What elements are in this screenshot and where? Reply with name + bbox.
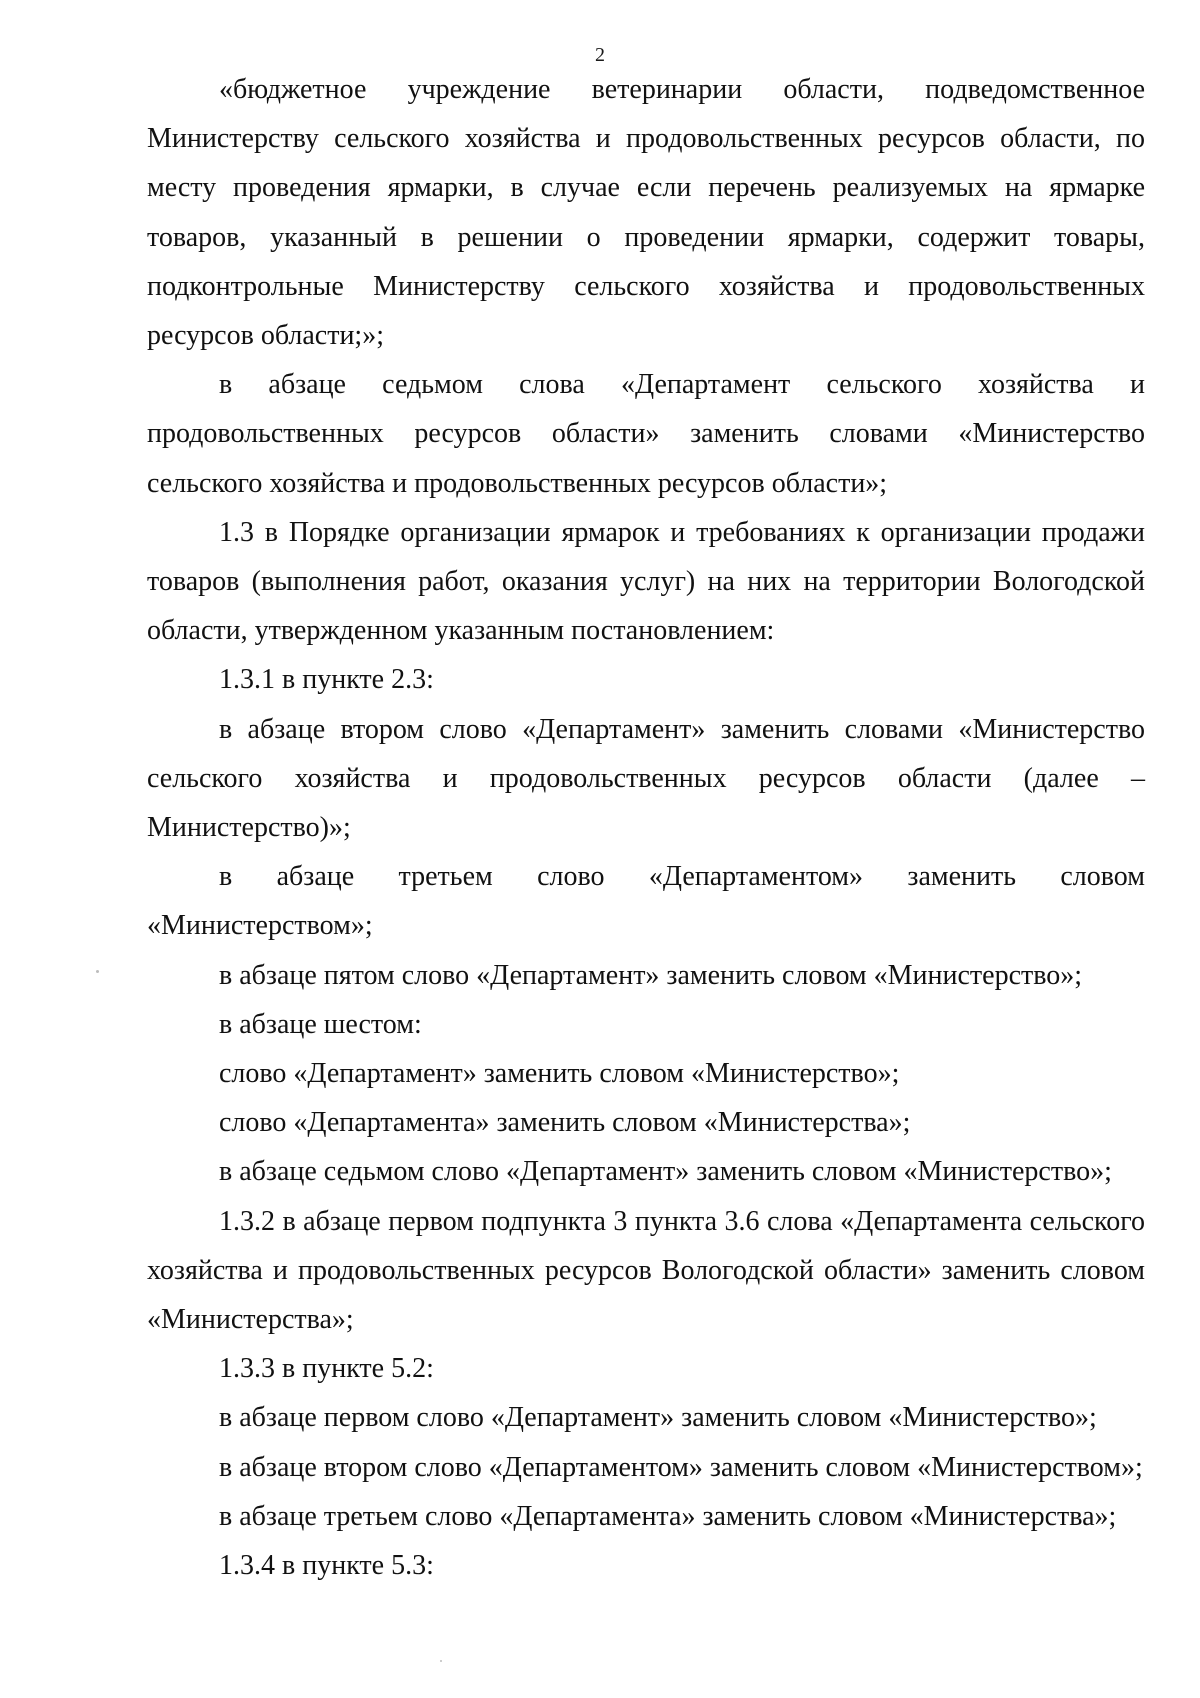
paragraph: слово «Департамент» заменить словом «Министерство»;	[219, 1058, 900, 1090]
paragraph: в абзаце втором слово «Департаментом» заменить словом «Министерством»;	[219, 1451, 1143, 1483]
paragraph: в абзаце седьмом слова «Департамент сельского хозяйства и продовольственных ресурсов области» заменить словами «Министерство сельского хозяйства и продовольственных ресурсов области»;	[147, 369, 1145, 499]
page-number: 2	[595, 44, 605, 66]
paragraph: в абзаце третьем слово «Департамента» заменить словом «Министерства»;	[219, 1500, 1117, 1532]
paragraph: слово «Департамента» заменить словом «Министерства»;	[219, 1107, 911, 1139]
paragraph: 1.3 в Порядке организации ярмарок и требованиях к организации продажи товаров (выполнения работ, оказания услуг) на них на территории Вологодской области, утвержденном указанным постановлением:	[147, 516, 1145, 647]
paragraph: в абзаце шестом:	[219, 1008, 422, 1040]
paragraph: 1.3.4 в пункте 5.3:	[219, 1550, 434, 1582]
document-text	[147, 65, 1145, 1590]
paragraph: 1.3.2 в абзаце первом подпункта 3 пункта 3.6 слова «Департамента сельского хозяйства и продовольственных ресурсов Вологодской области» заменить словом «Министерства»;	[147, 1205, 1145, 1336]
scan-speck	[440, 1660, 442, 1662]
paragraph: «бюджетное учреждение ветеринарии области, подведомственное Министерству сельского хозяйства и продовольственных ресурсов области, по месту проведения ярмарки, в случае если перечень реализуемых на ярмарке товаров, указанный в решении о проведении ярмарки, содержит товары, подконтрольные Министерству сельского хозяйства и продовольственных ресурсов области;»;	[147, 74, 1145, 352]
paragraph: 1.3.1 в пункте 2.3:	[219, 664, 434, 696]
paragraph: в абзаце седьмом слово «Департамент» заменить словом «Министерство»;	[219, 1156, 1112, 1188]
paragraph: в абзаце втором слово «Департамент» заменить словами «Министерство сельского хозяйства и продовольственных ресурсов области (далее – Министерство)»;	[147, 713, 1145, 844]
paragraph: 1.3.3 в пункте 5.2:	[219, 1353, 434, 1385]
paragraph: в абзаце первом слово «Департамент» заменить словом «Министерство»;	[219, 1402, 1097, 1434]
paragraph: в абзаце пятом слово «Департамент» заменить словом «Министерство»;	[219, 959, 1083, 991]
paragraph: в абзаце третьем слово «Департаментом» заменить словом «Министерством»;	[147, 861, 1145, 942]
scan-speck	[96, 970, 99, 973]
